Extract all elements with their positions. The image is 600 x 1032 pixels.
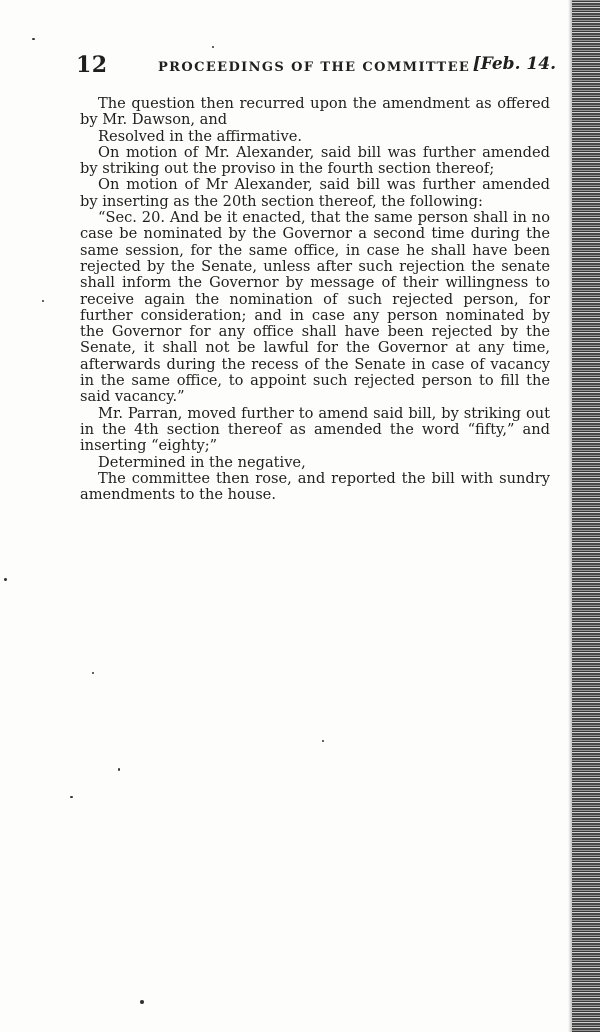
scan-speck: [32, 38, 35, 40]
running-title: PROCEEDINGS OF THE COMMITTEE: [158, 60, 471, 75]
body-text: [80, 96, 550, 503]
paragraph-motion-proviso: On motion of Mr. Alexander, said bill was further amended by striking out the proviso in the fourth section thereof;: [80, 143, 550, 178]
paragraph-motion-20th-section: On motion of Mr Alexander, said bill was further amended by inserting as the 20th section thereof, the following:: [80, 176, 550, 210]
paragraph-resolved-affirmative: Resolved in the affirmative.: [98, 127, 302, 145]
paragraph-section-20-text: “Sec. 20. And be it enacted, that the same person shall in no case be nominated by the Governor a second time during the same session, for the same office, in case he shall have been rejected by the Senate, unless after such rejection the senate shall inform the Governor by message of their willingness to receive again the nomination of such rejected person, for further consideration; and in case any person nominated by the Governor for any office shall have been rejected by the Senate, it shall not be lawful for the Governor at any time, afterwards during the recess of the Senate in case of vacancy in the same office, to appoint such rejected person to fill the said vacancy.”: [80, 209, 550, 406]
scan-speck: [42, 300, 44, 302]
running-date: [Feb. 14.: [472, 54, 556, 74]
paragraph-question-recurred: The question then recurred upon the amendment as offered by Mr. Dawson, and: [80, 95, 550, 129]
paragraph-committee-rose: The committee then rose, and reported the bill with sundry amendments to the house.: [80, 469, 550, 504]
page-number: 12: [76, 52, 108, 78]
paragraph-determined-negative: Determined in the negative,: [98, 453, 306, 471]
scanned-page-edge: [572, 0, 600, 1032]
scan-speck: [118, 768, 120, 771]
scan-speck: [4, 578, 7, 581]
scan-speck: [140, 1000, 144, 1004]
scan-speck: [92, 672, 94, 674]
running-head: [60, 50, 556, 78]
paragraph-parran-motion: Mr. Parran, moved further to amend said bill, by striking out in the 4th section thereof as amended the word “fifty,” and inserting “eighty;”: [80, 404, 550, 455]
scan-speck: [212, 46, 214, 48]
scan-speck: [322, 740, 324, 742]
scan-speck: [70, 796, 73, 798]
